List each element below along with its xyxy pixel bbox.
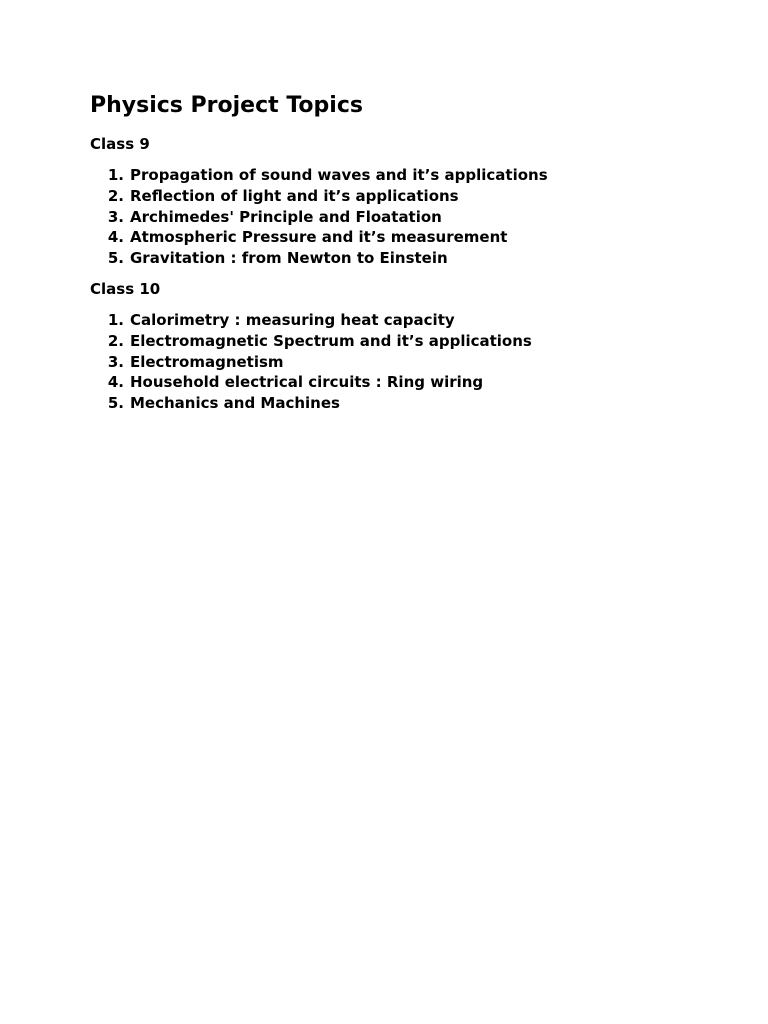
list-item <box>90 207 730 228</box>
list-item <box>90 186 730 207</box>
section-heading: Class 9 <box>90 135 150 153</box>
list-item-text: Archimedes' Principle and Floatation <box>130 207 442 226</box>
section-heading: Class 10 <box>90 280 161 298</box>
list-item-text: Electromagnetic Spectrum and it’s applications <box>130 331 532 350</box>
list-item-text: Propagation of sound waves and it’s applications <box>130 166 548 184</box>
list-item <box>90 393 730 414</box>
list-item-text: Calorimetry : measuring heat capacity <box>130 311 455 329</box>
list-item <box>90 165 730 186</box>
list-item <box>90 248 730 269</box>
list-item <box>90 227 730 248</box>
list-item-number: 4. <box>107 228 124 247</box>
list-item-number: 3. <box>107 352 124 371</box>
list-item <box>90 352 730 373</box>
list-item-text: Electromagnetism <box>130 352 284 371</box>
list-item-text: Mechanics and Machines <box>130 394 340 413</box>
list-item <box>90 372 730 393</box>
list-item <box>90 331 730 352</box>
topic-list <box>90 310 730 414</box>
list-item-number: 1. <box>107 166 124 184</box>
list-item-number: 2. <box>107 186 124 205</box>
list-item <box>90 310 730 331</box>
list-item-text: Atmospheric Pressure and it’s measurement <box>130 228 508 247</box>
list-item-number: 4. <box>107 373 124 392</box>
topic-list <box>90 165 730 269</box>
list-item-number: 1. <box>107 311 124 329</box>
list-item-number: 5. <box>107 249 124 268</box>
list-item-text: Reflection of light and it’s applications <box>130 186 459 205</box>
list-item-number: 2. <box>107 331 124 350</box>
list-item-number: 3. <box>107 207 124 226</box>
list-item-text: Household electrical circuits : Ring wiring <box>130 373 484 392</box>
page-title: Physics Project Topics <box>90 93 363 118</box>
section-class-10 <box>90 279 730 414</box>
list-item-text: Gravitation : from Newton to Einstein <box>130 249 448 268</box>
list-item-number: 5. <box>107 394 124 413</box>
section-class-9 <box>90 134 730 269</box>
